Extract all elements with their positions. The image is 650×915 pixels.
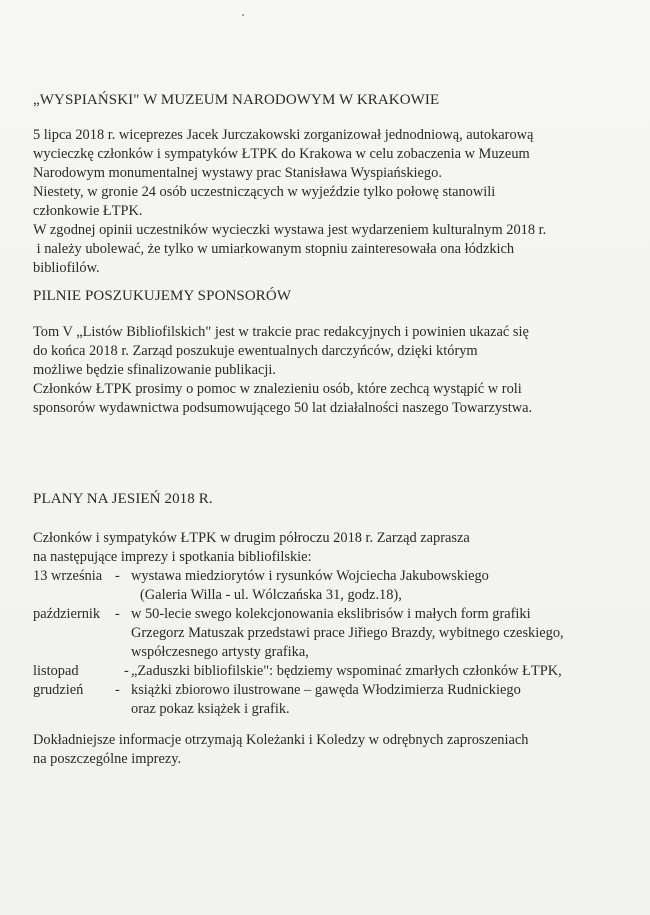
paragraph-line: i należy ubolewać, że tylko w umiarkowanym stopniu zainteresowała ona łódzkich <box>33 241 515 257</box>
paragraph-line: wycieczkę członków i sympatyków ŁTPK do Krakowa w celu zobaczenia w Muzeum <box>33 146 530 162</box>
schedule-dash: - <box>115 682 120 698</box>
paragraph-line: na poszczególne imprezy. <box>33 751 182 767</box>
paragraph-line: Członków ŁTPK prosimy o pomoc w znalezieniu osób, które zechcą wystąpić w roli <box>33 381 522 397</box>
paragraph-line: Tom V „Listów Bibliofilskich" jest w trakcie prac redakcyjnych i powinien ukazać się <box>33 324 529 340</box>
paragraph-line: sponsorów wydawnictwa podsumowującego 50 lat działalności naszego Towarzystwa. <box>33 400 533 416</box>
schedule-dash: - <box>115 606 120 622</box>
section-paragraph-sponsors <box>33 323 532 418</box>
schedule-description: współczesnego artysty grafika, <box>131 644 309 660</box>
paragraph-line: Niestety, w gronie 24 osób uczestniczących w wyjeździe tylko połowę stanowili <box>33 184 496 200</box>
schedule-date: grudzień <box>33 682 84 698</box>
schedule-description: w 50-lecie swego kolekcjonowania ekslibrisów i małych form grafiki <box>131 606 531 622</box>
paragraph-line: do końca 2018 r. Zarząd poszukuje ewentualnych darczyńców, dzięki którym <box>33 343 478 359</box>
paragraph-line: członkowie ŁTPK. <box>33 203 143 219</box>
section-heading-autumn-plans: PLANY NA JESIEŃ 2018 R. <box>33 491 213 507</box>
section-intro-autumn-plans <box>33 529 470 567</box>
schedule-date: listopad <box>33 663 79 679</box>
schedule-description: (Galeria Willa - ul. Wólczańska 31, godz.18), <box>140 587 402 603</box>
schedule-date: październik <box>33 606 101 622</box>
schedule-date: 13 września <box>33 568 103 584</box>
schedule-description: „Zaduszki bibliofilskie": będziemy wspominać zmarłych członków ŁTPK, <box>131 663 562 679</box>
paragraph-line: Narodowym monumentalnej wystawy prac Stanisława Wyspiańskiego. <box>33 165 442 181</box>
schedule-description: oraz pokaz książek i grafik. <box>131 701 290 717</box>
section-paragraph-wyspianski <box>33 126 546 278</box>
schedule-description: wystawa miedziorytów i rysunków Wojciecha Jakubowskiego <box>131 568 489 584</box>
paragraph-line: bibliofilów. <box>33 260 100 276</box>
paragraph-line: Dokładniejsze informacje otrzymają Koleżanki i Koledzy w odrębnych zaproszeniach <box>33 732 529 748</box>
paragraph-line: 5 lipca 2018 r. wiceprezes Jacek Jurczakowski zorganizował jednodniową, autokarową <box>33 127 534 143</box>
paragraph-line: na następujące imprezy i spotkania bibliofilskie: <box>33 549 312 565</box>
paragraph-line: możliwe będzie sfinalizowanie publikacji. <box>33 362 276 378</box>
schedule-dash: - <box>115 568 120 584</box>
paragraph-line: W zgodnej opinii uczestników wycieczki wystawa jest wydarzeniem kulturalnym 2018 r. <box>33 222 547 238</box>
section-closing-autumn-plans <box>33 731 528 769</box>
section-heading-wyspianski: „WYSPIAŃSKI" W MUZEUM NARODOWYM W KRAKOWIE <box>33 92 440 108</box>
paragraph-line: Członków i sympatyków ŁTPK w drugim półroczu 2018 r. Zarząd zaprasza <box>33 530 470 546</box>
scan-speck <box>242 14 244 16</box>
schedule-description: Grzegorz Matuszak przedstawi prace Jiřiego Brazdy, wybitnego czeskiego, <box>131 625 564 641</box>
section-heading-sponsors: PILNIE POSZUKUJEMY SPONSORÓW <box>33 288 292 304</box>
schedule-dash: - <box>124 663 129 679</box>
schedule-description: książki zbiorowo ilustrowane – gawęda Włodzimierza Rudnickiego <box>131 682 521 698</box>
